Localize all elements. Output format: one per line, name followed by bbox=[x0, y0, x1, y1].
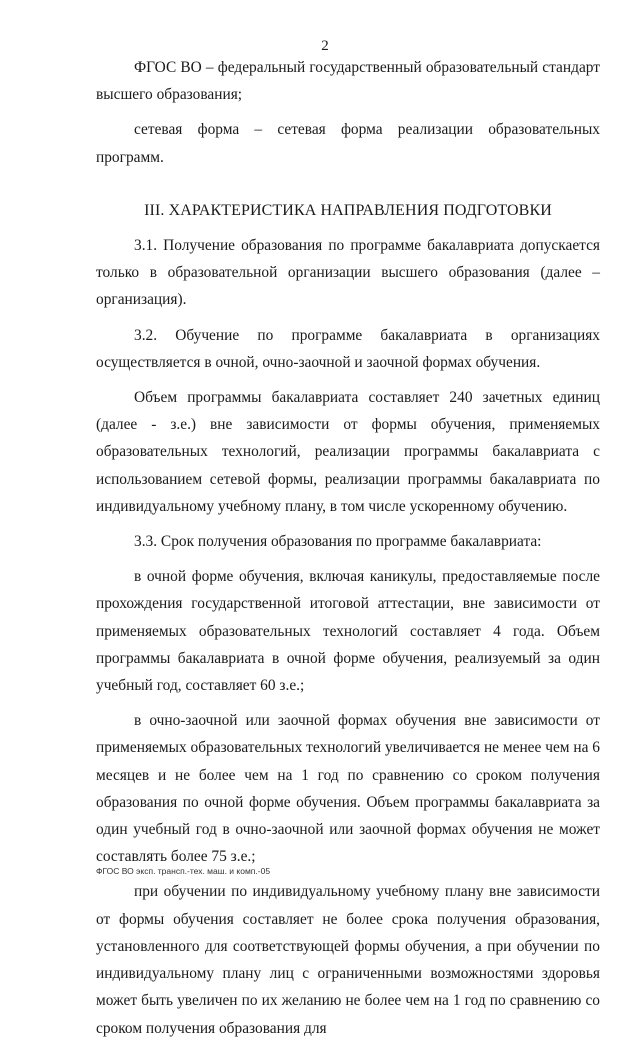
paragraph-individual-plan-term: при обучении по индивидуальному учебному плану вне зависимости от формы обучения составляет не более срока получения образования, установленного для соответствующей формы обучения, а при обучении по индивидуальному плану лиц с ограниченными возможностями здоровья может быть увеличен по их желанию не более чем на 1 год по сравнению со сроком получения образования для bbox=[96, 883, 600, 1037]
section-heading: III. ХАРАКТЕРИСТИКА НАПРАВЛЕНИЯ ПОДГОТОВКИ bbox=[144, 201, 552, 219]
paragraph-3-2: 3.2. Обучение по программе бакалавриата в организациях осуществляется в очной, очно-заочной и заочной формах обучения. bbox=[96, 326, 600, 371]
document-body bbox=[96, 54, 600, 1042]
page-number: 2 bbox=[321, 38, 329, 54]
paragraph-program-volume: Объем программы бакалавриата составляет 240 зачетных единиц (далее - з.е.) вне зависимости от формы обучения, применяемых образовательных технологий, реализации программы бакалавриата с использованием сетевой формы, реализации программы бакалавриата по индивидуальному учебному плану, в том числе ускоренному обучению. bbox=[96, 389, 600, 515]
paragraph-3-1: 3.1. Получение образования по программе бакалавриата допускается только в образовательной организации высшего образования (далее – организация). bbox=[96, 237, 600, 309]
footer-note: ФГОС ВО эксп. трансп.-тех. маш. и комп.-05 bbox=[96, 866, 271, 876]
paragraph-network-form-definition: сетевая форма – сетевая форма реализации образовательных программ. bbox=[96, 121, 600, 166]
paragraph-full-time-term: в очной форме обучения, включая каникулы, предоставляемые после прохождения государственной итоговой аттестации, вне зависимости от применяемых образовательных технологий составляет 4 года. Объем программы бакалавриата в очной форме обучения, реализуемый за один учебный год, составляет 60 з.е.; bbox=[96, 568, 600, 695]
paragraph-fgos-definition: ФГОС ВО – федеральный государственный образовательный стандарт высшего образования; bbox=[96, 59, 600, 104]
paragraph-part-time-term: в очно-заочной или заочной формах обучения вне зависимости от применяемых образовательных технологий увеличивается не менее чем на 6 месяцев и не более чем на 1 год по сравнению со сроком получения образования по очной форме обучения. Объем программы бакалавриата за один учебный год в очно-заочной или заочной формах обучения не может составлять более 75 з.е.; bbox=[96, 712, 600, 866]
paragraph-3-3: 3.3. Срок получения образования по программе бакалавриата: bbox=[134, 533, 542, 551]
